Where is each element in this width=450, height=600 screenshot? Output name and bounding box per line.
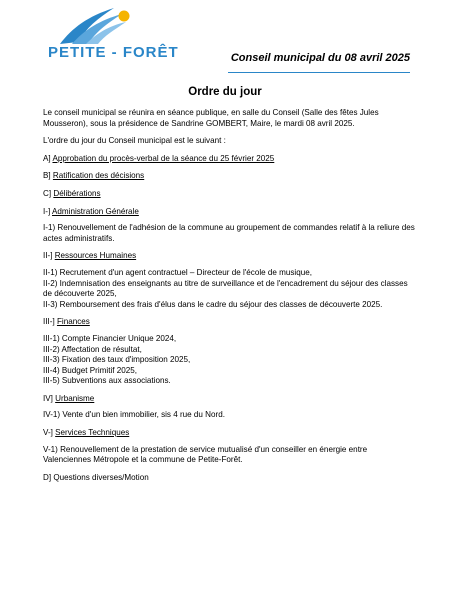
section-b — [43, 171, 415, 182]
header-divider — [228, 72, 410, 73]
part-prefix: V-] — [43, 428, 53, 438]
part-5-item: V-1) Renouvellement de la prestation de service mutualisé d'un conseiller en énergie entre Valenciennes Métropole et la commune de Petite-Forêt. — [43, 444, 368, 465]
page-title: Ordre du jour — [188, 86, 262, 98]
section-c — [43, 189, 415, 200]
logo-emblem-icon — [42, 6, 164, 46]
part-label: Administration Générale — [52, 206, 139, 216]
part-prefix: II-] — [43, 251, 53, 261]
section-d: D] Questions diverses/Motion — [43, 472, 149, 482]
intro-paragraph: Le conseil municipal se réunira en séance publique, en salle du Conseil (Salle des fêtes Jules Mousseron), sous la présidence de Sandrine GOMBERT, Maire, le mardi 08 avril 2025. — [43, 108, 379, 128]
part-1-heading — [43, 207, 415, 218]
list-item: III-2) Affectation de résultat, — [43, 344, 142, 354]
section-label: Ratification des décisions — [52, 171, 145, 181]
lead-paragraph: L'ordre du jour du Conseil municipal est le suivant : — [43, 136, 226, 146]
list-item: III-5) Subventions aux associations. — [43, 376, 171, 386]
part-4-item: IV-1) Vente d'un bien immobilier, sis 4 rue du Nord. — [43, 410, 225, 420]
document-header — [0, 0, 450, 80]
section-prefix: B] — [43, 171, 51, 181]
section-prefix: C] — [43, 188, 52, 198]
part-4-heading — [43, 394, 415, 405]
agenda-body — [43, 108, 415, 490]
part-3-heading — [43, 317, 415, 328]
list-item: III-3) Fixation des taux d'imposition 2025, — [43, 355, 191, 365]
part-label: Finances — [56, 317, 90, 327]
part-2-heading — [43, 251, 415, 262]
list-item: II-3) Remboursement des frais d'élus dans le cadre du séjour des classes de découverte 2025. — [43, 299, 383, 309]
list-item: III-1) Compte Financier Unique 2024, — [43, 333, 177, 343]
part-2-items — [43, 268, 415, 310]
part-5-heading — [43, 428, 415, 439]
part-prefix: I-] — [43, 206, 51, 216]
list-item: II-1) Recrutement d'un agent contractuel – Directeur de l'école de musique, — [43, 267, 312, 277]
logo-text: PETITE - FORÊT — [48, 44, 179, 61]
part-prefix: III-] — [43, 317, 55, 327]
list-item: II-2) Indemnisation des enseignants au titre de surveillance et de l'encadrement du séjour des classes de découverte 2025, — [43, 278, 408, 299]
part-3-items — [43, 334, 415, 387]
section-a — [43, 154, 415, 165]
part-label: Urbanisme — [55, 393, 95, 403]
section-prefix: A] — [43, 153, 51, 163]
town-logo — [42, 6, 179, 62]
part-label: Ressources Humaines — [54, 251, 137, 261]
section-label: Approbation du procès-verbal de la séance du 25 février 2025 — [52, 153, 275, 163]
meeting-title: Conseil municipal du 08 avril 2025 — [230, 52, 410, 64]
section-label: Délibérations — [53, 188, 101, 198]
part-label: Services Techniques — [55, 428, 130, 438]
list-item: III-4) Budget Primitif 2025, — [43, 365, 138, 375]
part-1-item: I-1) Renouvellement de l'adhésion de la commune au groupement de commandes relatif à la reliure des actes administratifs. — [43, 223, 415, 243]
part-prefix: IV] — [43, 393, 53, 403]
